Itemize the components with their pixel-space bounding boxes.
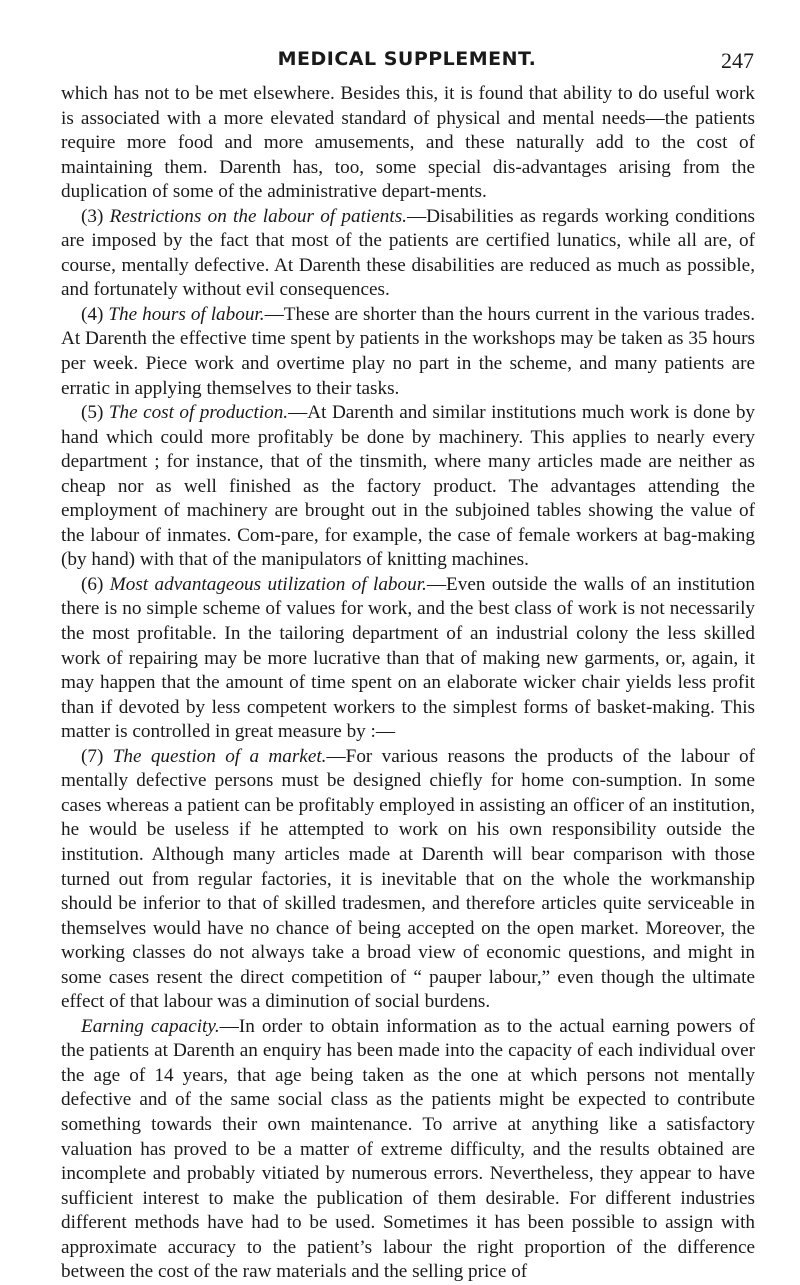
paragraph-heading: Most advantageous utilization of labour. <box>109 573 427 595</box>
paragraph-hours <box>61 303 755 401</box>
paragraph-text: which has not to be met elsewhere. Besides this, it is found that ability to do useful work is associated with a more elevated standard of physical and mental needs—the patients require more food and more amusements, and these naturally add to the cost of maintaining them. Darenth has, too, some special dis-advantages arising from the duplication of some of the administrative depart-ments. <box>61 83 755 203</box>
paragraph-heading: The hours of labour. <box>108 303 265 325</box>
paragraph-restrictions <box>61 205 755 303</box>
paragraph-text: —At Darenth and similar institutions much work is done by hand which could more profitably be done by machinery. This applies to nearly every department ; for instance, that of the tinsmith, where many articles made are neither as cheap nor as well finished as the factory product. The advantages attending the employment of machinery are brought out in the subjoined tables showing the value of the labour of inmates. Com-pare, for example, the case of female workers at bag-making (by hand) with that of the manipulators of knitting machines. <box>61 402 756 571</box>
paragraph-heading: Earning capacity. <box>81 1015 220 1037</box>
paragraph-earning-capacity <box>61 1015 755 1285</box>
body-text <box>61 82 755 1285</box>
paragraph-utilization <box>61 573 755 745</box>
paragraph-text: —These are shorter than the hours current in the various trades. At Darenth the effective time spent by patients in the workshops may be taken as 35 hours per week. Piece work and overtime play no part in the scheme, and many patients are erratic in applying themselves to their tasks. <box>61 303 755 399</box>
paragraph-number: (3) <box>81 205 110 227</box>
paragraph-heading: The question of a market. <box>112 745 327 767</box>
paragraph-text: —For various reasons the products of the labour of mentally defective persons must be designed chiefly for home con-sumption. In some cases whereas a patient can be profitably employed in assisting an officer of an institution, he would be useless if he attempted to work on his own responsibility outside the institution. Although many articles made at Darenth will bear comparison with those turned out from regular factories, it is inevitable that on the whole the workmanship should be inferior to that of skilled tradesmen, and therefore articles quite serviceable in themselves would have no chance of being accepted on the open market. Moreover, the working classes do not always take a broad view of economic questions, and might in some cases resent the direct competition of “ pauper labour,” even though the ultimate effect of that labour was a diminution of social burdens. <box>61 745 755 1013</box>
paragraph-number: (6) <box>81 573 110 595</box>
paragraph-heading: The cost of production. <box>108 402 289 424</box>
paragraph-market <box>61 745 755 1015</box>
page-number: 247 <box>721 48 754 73</box>
paragraph-number: (4) <box>81 303 109 325</box>
paragraph-continuation <box>61 82 755 205</box>
paragraph-number: (5) <box>81 402 109 424</box>
page-header <box>60 44 754 74</box>
paragraph-number: (7) <box>81 745 113 767</box>
paragraph-text: —Even outside the walls of an institution there is no simple scheme of values for work, and the best class of work is not necessarily the most profitable. In the tailoring department of an industrial colony the less skilled work of repairing may be more lucrative than that of making new garments, or, again, it may happen that the amount of time spent on an elaborate wicker chair yields less profit than if devoted by less competent workers to the simplest forms of basket-making. This matter is controlled in great measure by :— <box>61 573 755 743</box>
paragraph-cost <box>61 401 755 573</box>
running-head: MEDICAL SUPPLEMENT. <box>277 48 537 70</box>
paragraph-text: —Disabilities as regards working conditions are imposed by the fact that most of the patients are certified lunatics, while all are, of course, mentally defective. At Darenth these disabilities are reduced as much as possible, and fortunately without evil consequences. <box>61 205 756 301</box>
paragraph-heading: Restrictions on the labour of patients. <box>109 205 407 227</box>
paragraph-text: —In order to obtain information as to the actual earning powers of the patients at Darenth an enquiry has been made into the capacity of each individual over the age of 14 years, that age being taken as the one at which persons not mentally defective and of the same social class as the patients might be expected to contribute something towards their own maintenance. To arrive at anything like a satisfactory valuation has proved to be a matter of extreme difficulty, and the results obtained are incomplete and probably vitiated by numerous errors. Nevertheless, they appear to have sufficient interest to make the publication of them desirable. For different industries different methods have had to be used. Sometimes it has been possible to assign with approximate accuracy to the patient’s labour the right proportion of the difference between the cost of the raw materials and the selling price of <box>61 1015 755 1283</box>
